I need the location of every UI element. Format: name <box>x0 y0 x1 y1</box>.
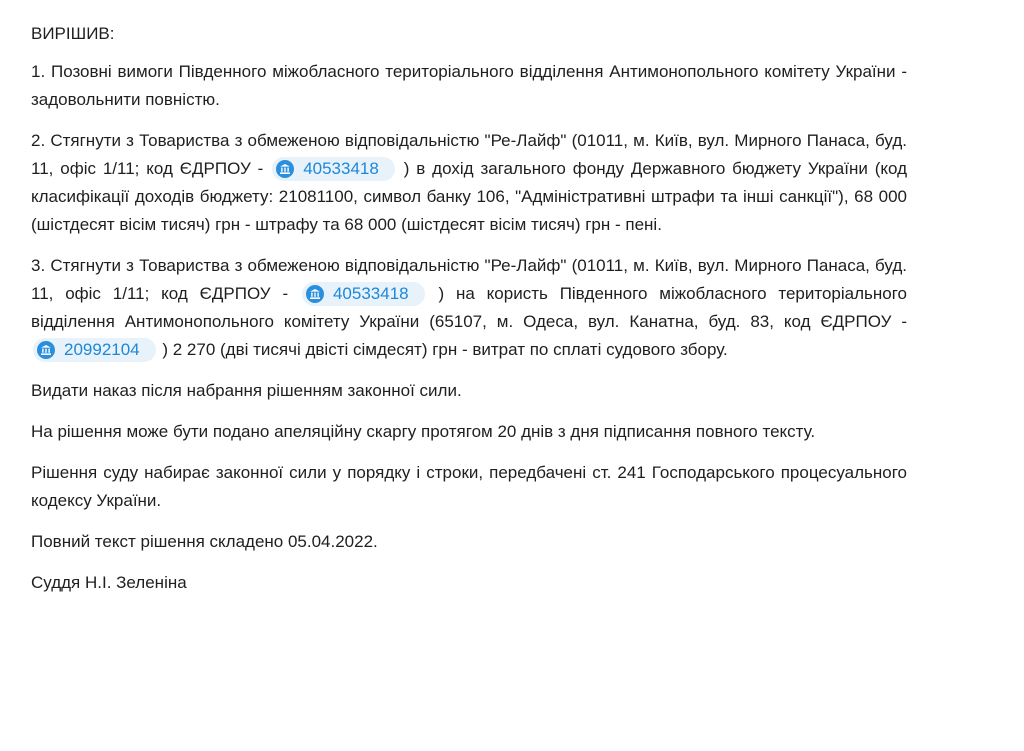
item-1 <box>31 58 907 114</box>
item-3-text-before: 3. Стягнути з Товариства з обмеженою відповідальністю "Ре-Лайф" (01011, м. Київ, вул. Мирного Панаса, буд. 11, офіс 1/11; код ЄДРПОУ - <box>31 256 907 303</box>
edrpou-badge[interactable] <box>302 282 425 306</box>
edrpou-badge[interactable] <box>272 157 395 181</box>
item-3-text-after: ) 2 270 (дві тисячі двісті сімдесят) грн - витрат по сплаті судового збору. <box>162 340 728 359</box>
edrpou-code: 20992104 <box>64 339 140 359</box>
edrpou-badge[interactable] <box>33 338 156 362</box>
order-text: Видати наказ після набрання рішенням законної сили. <box>31 381 462 400</box>
item-2-text-after: ) в дохід загального фонду Державного бюджету України (код класифікації доходів бюджету: 21081100, символ банку 106, "Адміністративні штрафи та інші санкції"), 68 000 (шістдесят вісім тисяч) грн - штрафу та 68 000 (шістдесят вісім тисяч) грн - пені. <box>31 159 907 234</box>
edrpou-code: 40533418 <box>332 283 409 303</box>
full-text-date: Повний текст рішення складено 05.04.2022. <box>31 532 378 551</box>
court-decision <box>31 20 907 597</box>
item-1-text: 1. Позовні вимоги Південного міжобласного територіального відділення Антимонопольного комітету України - задовольнити повністю. <box>31 62 907 109</box>
edrpou-code: 40533418 <box>303 158 379 178</box>
government-building-icon <box>276 160 294 178</box>
judge-signature: Суддя Н.І. Зеленіна <box>31 573 187 592</box>
government-building-icon <box>306 285 324 303</box>
item-2-text-before: 2. Стягнути з Товариства з обмеженою відповідальністю "Ре-Лайф" (01011, м. Київ, вул. Мирного Панаса, буд. 11, офіс 1/11; код ЄДРПОУ - <box>31 131 907 178</box>
appeal-text: На рішення може бути подано апеляційну скаргу протягом 20 днів з дня підписання повного тексту. <box>31 422 816 441</box>
item-3-text-middle: ) на користь Південного міжобласного територіального відділення Антимонопольного комітету України (65107, м. Одеса, вул. Канатна, буд. 83, код ЄДРПОУ - <box>31 284 908 331</box>
government-building-icon <box>37 341 55 359</box>
item-2 <box>31 127 907 239</box>
item-3 <box>31 252 907 364</box>
decision-heading: ВИРІШИВ: <box>31 24 115 43</box>
force-text: Рішення суду набирає законної сили у порядку і строки, передбачені ст. 241 Господарського процесуального кодексу України. <box>31 463 907 510</box>
